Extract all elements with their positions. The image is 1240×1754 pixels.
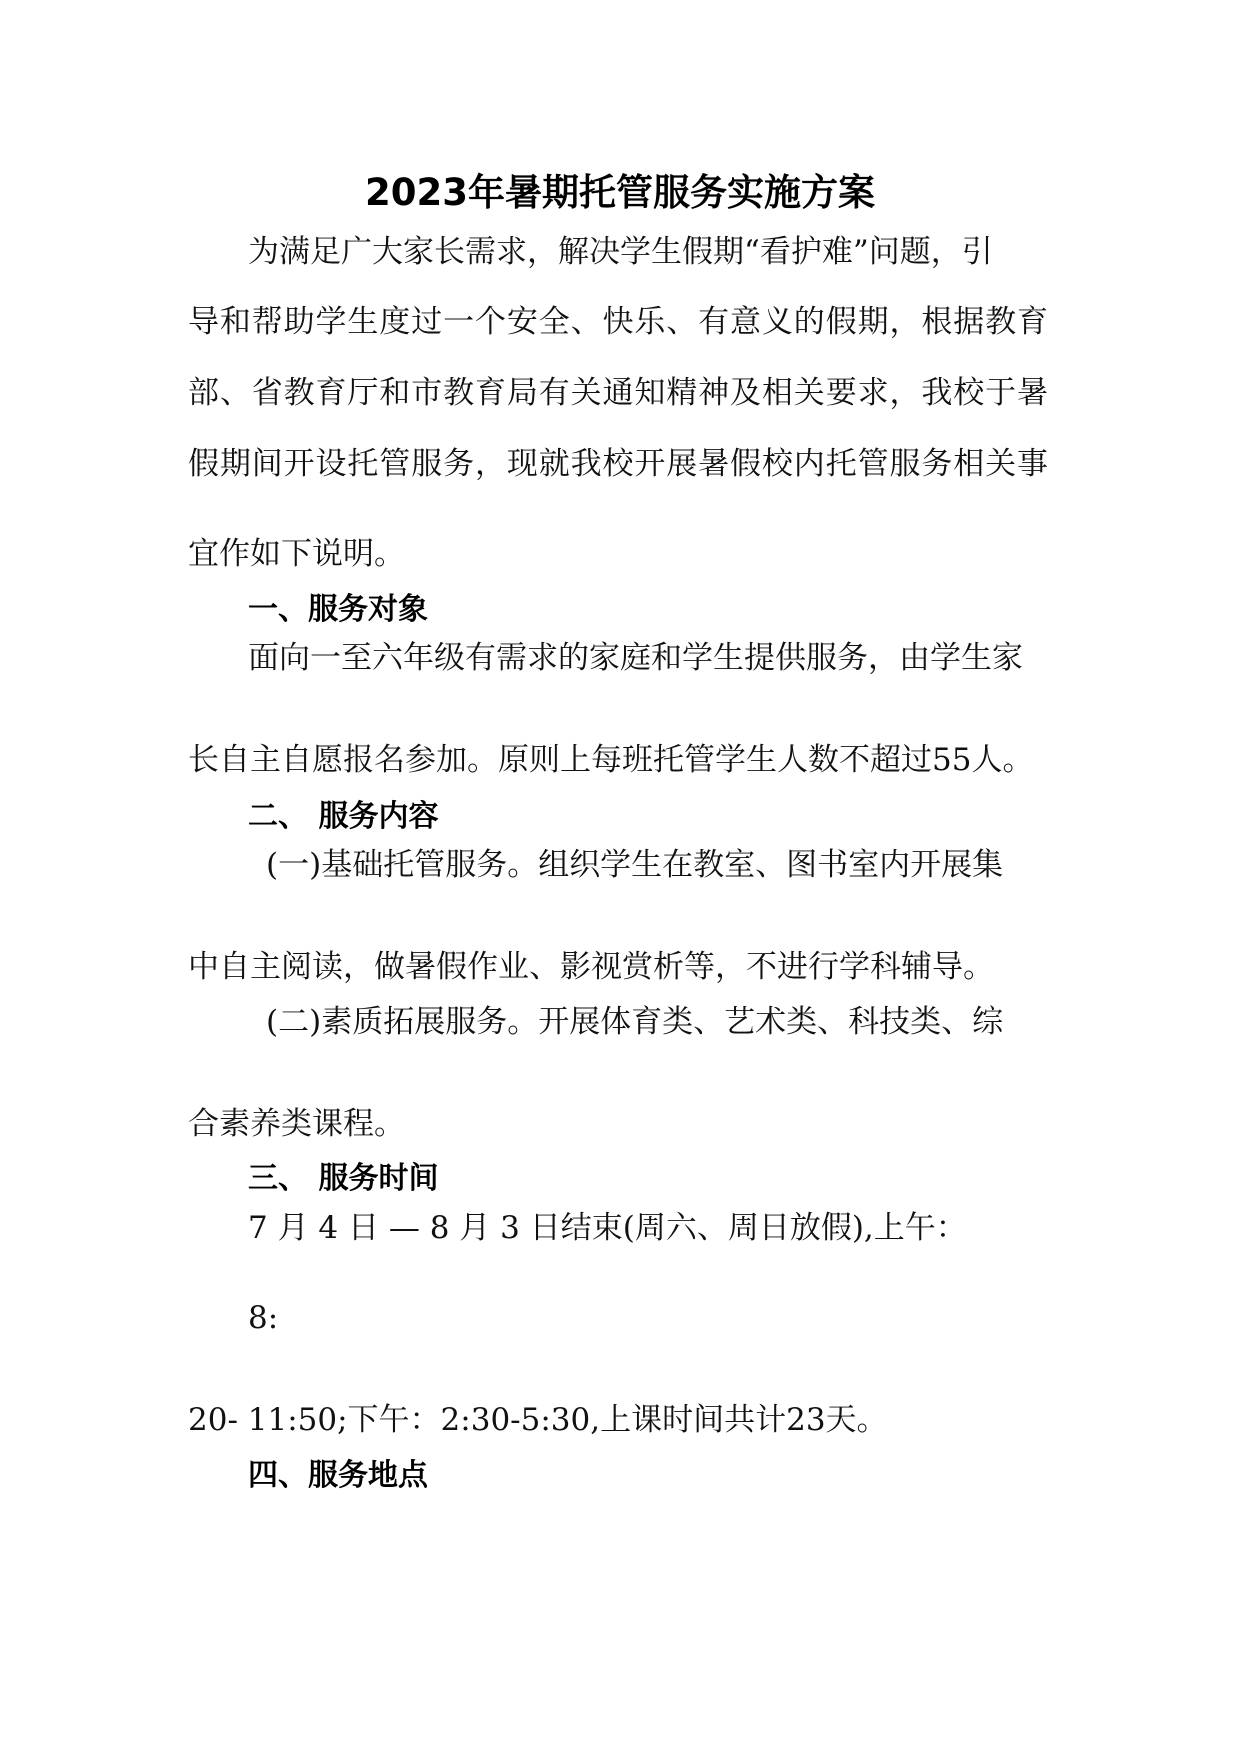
section-2-item-2-line-1: (二)素质拓展服务。开展体育类、艺术类、科技类、综 bbox=[266, 1004, 1004, 1040]
section-2-heading: 二、 服务内容 bbox=[248, 799, 439, 834]
document-title: 2023年暑期托管服务实施方案 bbox=[365, 171, 875, 214]
section-4-heading: 四、服务地点 bbox=[248, 1458, 428, 1493]
section-1-line-2: 长自主自愿报名参加。原则上每班托管学生人数不超过55人。 bbox=[188, 742, 1034, 778]
intro-line-5: 宜作如下说明。 bbox=[188, 536, 405, 572]
section-3-heading: 三、 服务时间 bbox=[248, 1161, 439, 1196]
section-3-line-1: 7 月 4 日 — 8 月 3 日结束(周六、周日放假),上午： bbox=[248, 1210, 967, 1246]
intro-line-1: 为满足广大家长需求，解决学生假期“看护难”问题，引 bbox=[248, 234, 993, 270]
section-3-line-3: 20- 11:50;下午：2:30-5:30,上课时间共计23天。 bbox=[188, 1402, 888, 1438]
section-2-item-1-line-1: (一)基础托管服务。组织学生在教室、图书室内开展集 bbox=[266, 847, 1004, 883]
section-2-item-2-line-2: 合素养类课程。 bbox=[188, 1106, 405, 1142]
section-2-item-1-line-2: 中自主阅读，做暑假作业、影视赏析等，不进行学科辅导。 bbox=[188, 949, 994, 985]
intro-line-2: 导和帮助学生度过一个安全、快乐、有意义的假期，根据教育 bbox=[188, 304, 1048, 340]
section-1-heading: 一、服务对象 bbox=[248, 592, 428, 627]
section-3-line-2: 8: bbox=[248, 1300, 279, 1336]
intro-line-4: 假期间开设托管服务，现就我校开展暑假校内托管服务相关事 bbox=[188, 446, 1048, 482]
section-1-line-1: 面向一至六年级有需求的家庭和学生提供服务，由学生家 bbox=[248, 640, 1023, 676]
intro-line-3: 部、省教育厅和市教育局有关通知精神及相关要求，我校于暑 bbox=[188, 375, 1048, 411]
